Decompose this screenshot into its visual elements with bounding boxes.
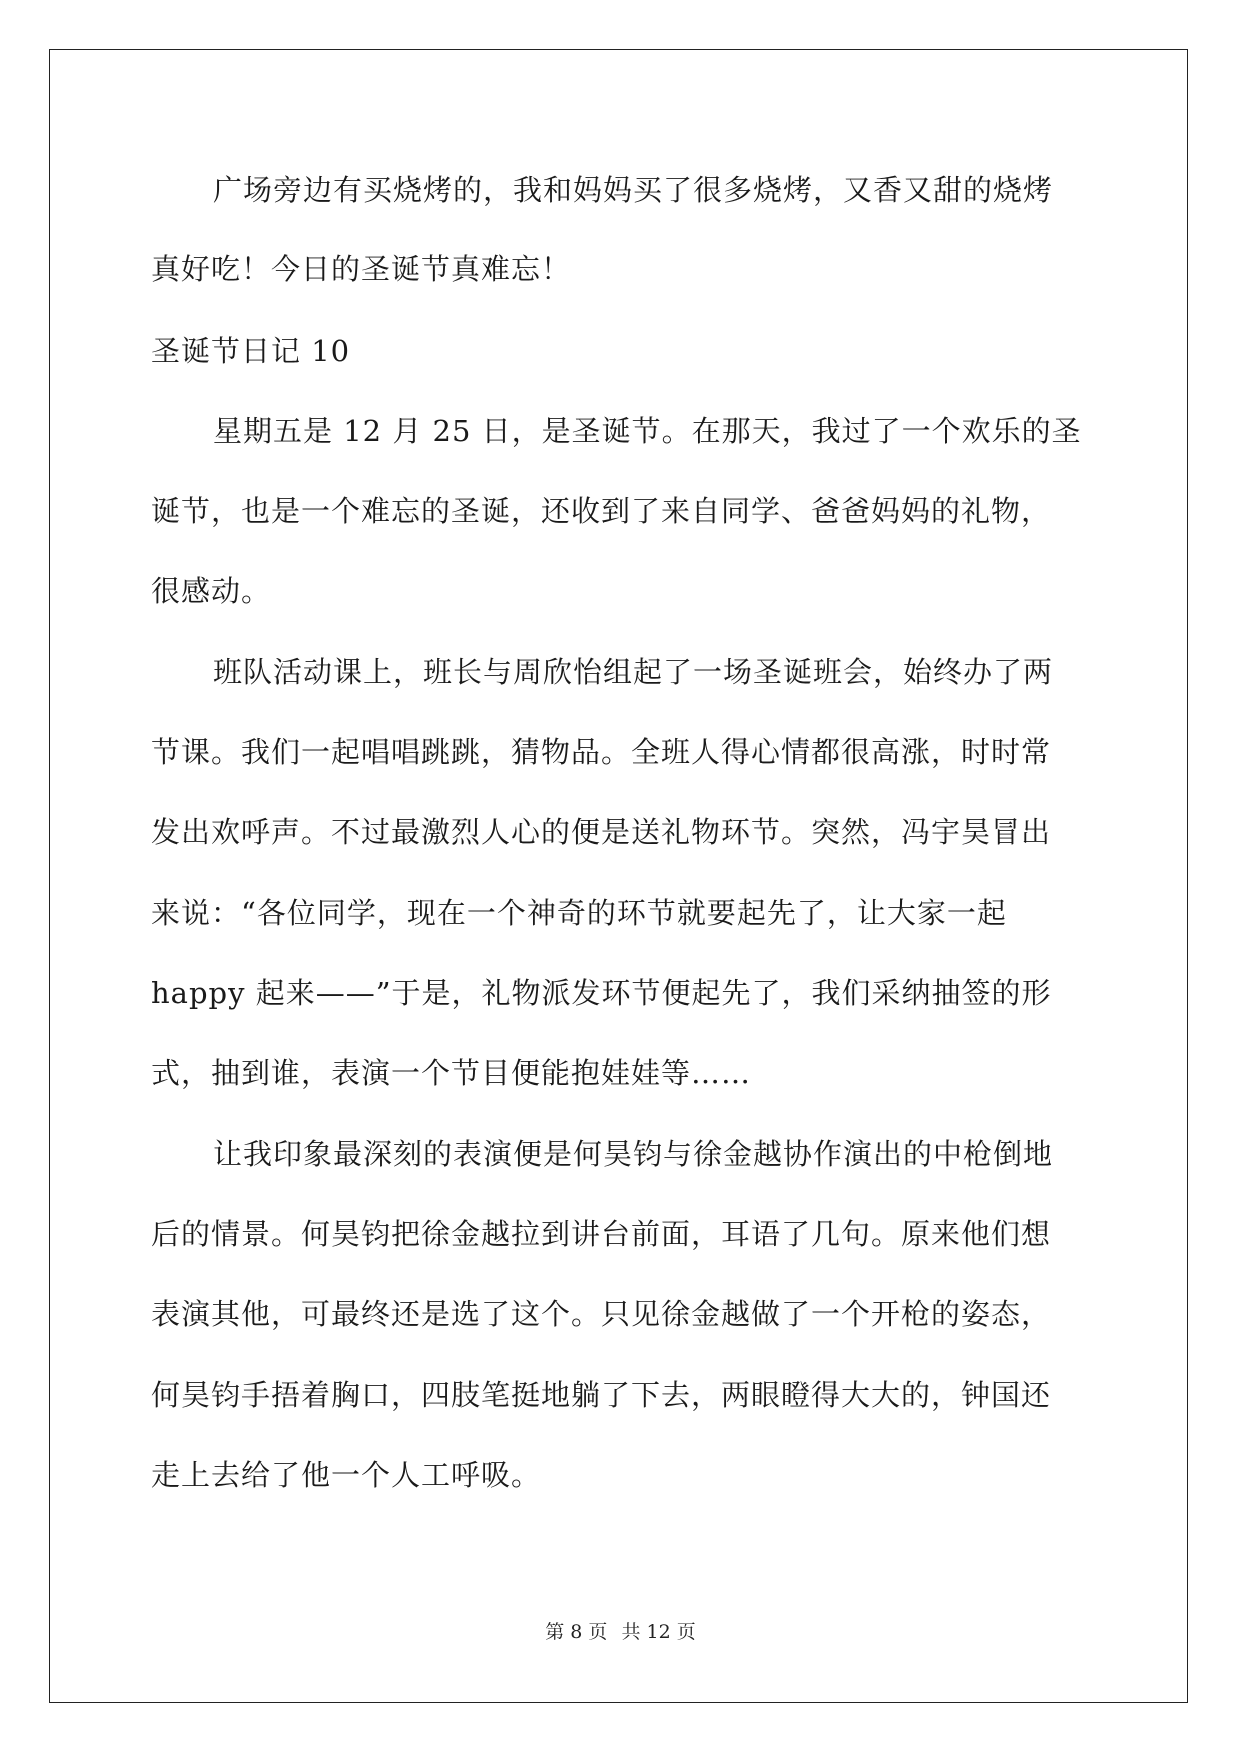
- paragraph-line: 很感动。: [151, 574, 272, 608]
- paragraph-line: 广场旁边有买烧烤的，我和妈妈买了很多烧烤，又香又甜的烧烤: [213, 173, 1054, 207]
- paragraph-line: 星期五是 12 月 25 日，是圣诞节。在那天，我过了一个欢乐的圣: [213, 414, 1082, 448]
- paragraph-line: 真好吃！今日的圣诞节真难忘！: [151, 252, 572, 286]
- page-footer: [0, 1620, 1241, 1644]
- paragraph-line: 诞节，也是一个难忘的圣诞，还收到了来自同学、爸爸妈妈的礼物，: [151, 494, 1052, 528]
- paragraph-line: 何昊钧手捂着胸口，四肢笔挺地躺了下去，两眼瞪得大大的，钟国还: [151, 1378, 1052, 1412]
- paragraph-line: 来说：“各位同学，现在一个神奇的环节就要起先了，让大家一起: [151, 896, 1007, 930]
- paragraph-line: 后的情景。何昊钧把徐金越拉到讲台前面，耳语了几句。原来他们想: [151, 1217, 1052, 1251]
- paragraph-line: 发出欢呼声。不过最激烈人心的便是送礼物环节。突然，冯宇昊冒出: [151, 815, 1052, 849]
- paragraph-line: 式，抽到谁，表演一个节目便能抱娃娃等……: [151, 1056, 752, 1090]
- paragraph-line: 班队活动课上，班长与周欣怡组起了一场圣诞班会，始终办了两: [213, 655, 1054, 689]
- page-number: 第 8 页: [545, 1621, 608, 1643]
- paragraph-line: 让我印象最深刻的表演便是何昊钧与徐金越协作演出的中枪倒地: [213, 1137, 1054, 1171]
- page-total: 共 12 页: [621, 1621, 696, 1643]
- paragraph-line: 走上去给了他一个人工呼吸。: [151, 1458, 542, 1492]
- paragraph-line: happy 起来——”于是，礼物派发环节便起先了，我们采纳抽签的形: [151, 976, 1052, 1010]
- paragraph-line: 节课。我们一起唱唱跳跳，猜物品。全班人得心情都很高涨，时时常: [151, 735, 1052, 769]
- paragraph-line: 表演其他，可最终还是选了这个。只见徐金越做了一个开枪的姿态，: [151, 1297, 1052, 1331]
- section-heading: 圣诞节日记 10: [151, 334, 351, 368]
